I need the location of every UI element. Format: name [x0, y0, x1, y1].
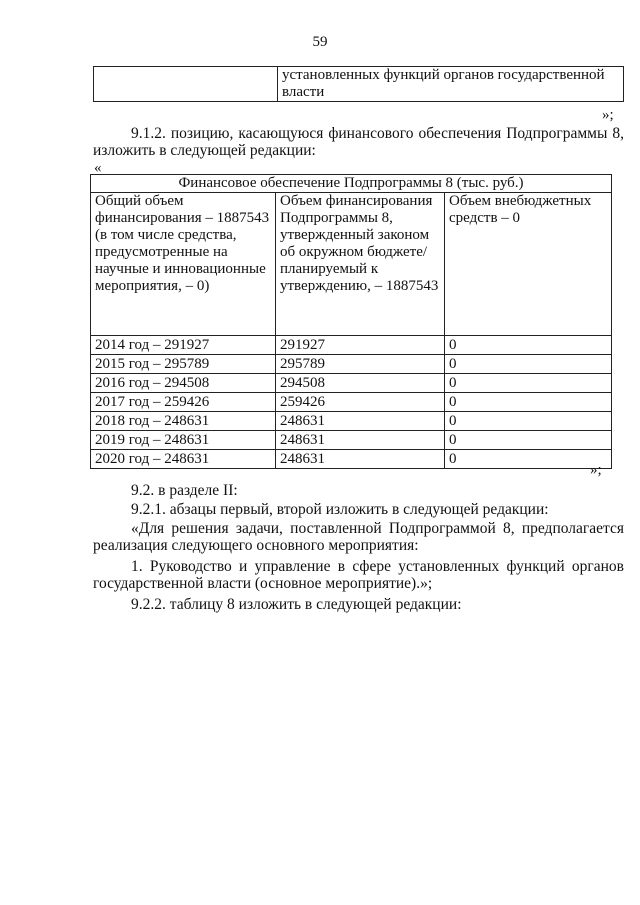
year-cell: 2020 год – 248631 [91, 450, 276, 469]
table-header-row [91, 193, 612, 336]
table-cell [94, 67, 278, 102]
header-total: Общий объем финансирования – 1887543 (в том числе средства, предусмотренные на научные и инновационные мероприятия, – 0) [91, 193, 276, 336]
financing-table [90, 174, 612, 469]
year-cell: 2016 год – 294508 [91, 374, 276, 393]
table-row [91, 374, 612, 393]
section-9-2: 9.2. в разделе II: [131, 482, 238, 499]
header-budget: Объем финансирования Подпрограммы 8, утвержденный законом об окружном бюджете/ планируемый к утверждению, – 1887543 [276, 193, 445, 336]
budget-cell: 295789 [276, 355, 445, 374]
header-extra: Объем внебюджетных средств – 0 [445, 193, 612, 336]
extra-cell: 0 [445, 393, 612, 412]
section-9-2-2: 9.2.2. таблицу 8 изложить в следующей редакции: [131, 596, 462, 613]
table-cell: установленных функций органов государственной власти [278, 67, 624, 102]
extra-cell: 0 [445, 374, 612, 393]
list-item-1: 1. Руководство и управление в сфере установленных функций органов государственной власти (основное мероприятие).»; [93, 558, 624, 592]
year-cell: 2019 год – 248631 [91, 431, 276, 450]
quoted-paragraph: «Для решения задачи, поставленной Подпрограммой 8, предполагается реализация следующего основного мероприятия: [93, 520, 624, 554]
opening-quote: « [94, 160, 102, 176]
table-title: Финансовое обеспечение Подпрограммы 8 (тыс. руб.) [91, 175, 612, 193]
table-row [91, 431, 612, 450]
year-cell: 2014 год – 291927 [91, 336, 276, 355]
budget-cell: 248631 [276, 431, 445, 450]
table-row [91, 355, 612, 374]
year-cell: 2015 год – 295789 [91, 355, 276, 374]
budget-cell: 259426 [276, 393, 445, 412]
table-row [91, 336, 612, 355]
year-cell: 2018 год – 248631 [91, 412, 276, 431]
table-row [91, 450, 612, 469]
section-9-1-2: 9.1.2. позицию, касающуюся финансового обеспечения Подпрограммы 8, изложить в следующей редакции: [93, 125, 624, 159]
year-cell: 2017 год – 259426 [91, 393, 276, 412]
extra-cell: 0 [445, 450, 612, 469]
page-number: 59 [312, 34, 328, 50]
extra-cell: 0 [445, 336, 612, 355]
continued-table [93, 66, 624, 102]
extra-cell: 0 [445, 431, 612, 450]
budget-cell: 291927 [276, 336, 445, 355]
closing-quote: »; [590, 462, 602, 478]
extra-cell: 0 [445, 412, 612, 431]
table-title-row [91, 175, 612, 193]
closing-quote: »; [602, 107, 614, 123]
section-9-2-1: 9.2.1. абзацы первый, второй изложить в следующей редакции: [131, 501, 549, 518]
table-row [91, 412, 612, 431]
budget-cell: 248631 [276, 450, 445, 469]
extra-cell: 0 [445, 355, 612, 374]
table-row [91, 393, 612, 412]
budget-cell: 294508 [276, 374, 445, 393]
table-row [94, 67, 624, 102]
budget-cell: 248631 [276, 412, 445, 431]
